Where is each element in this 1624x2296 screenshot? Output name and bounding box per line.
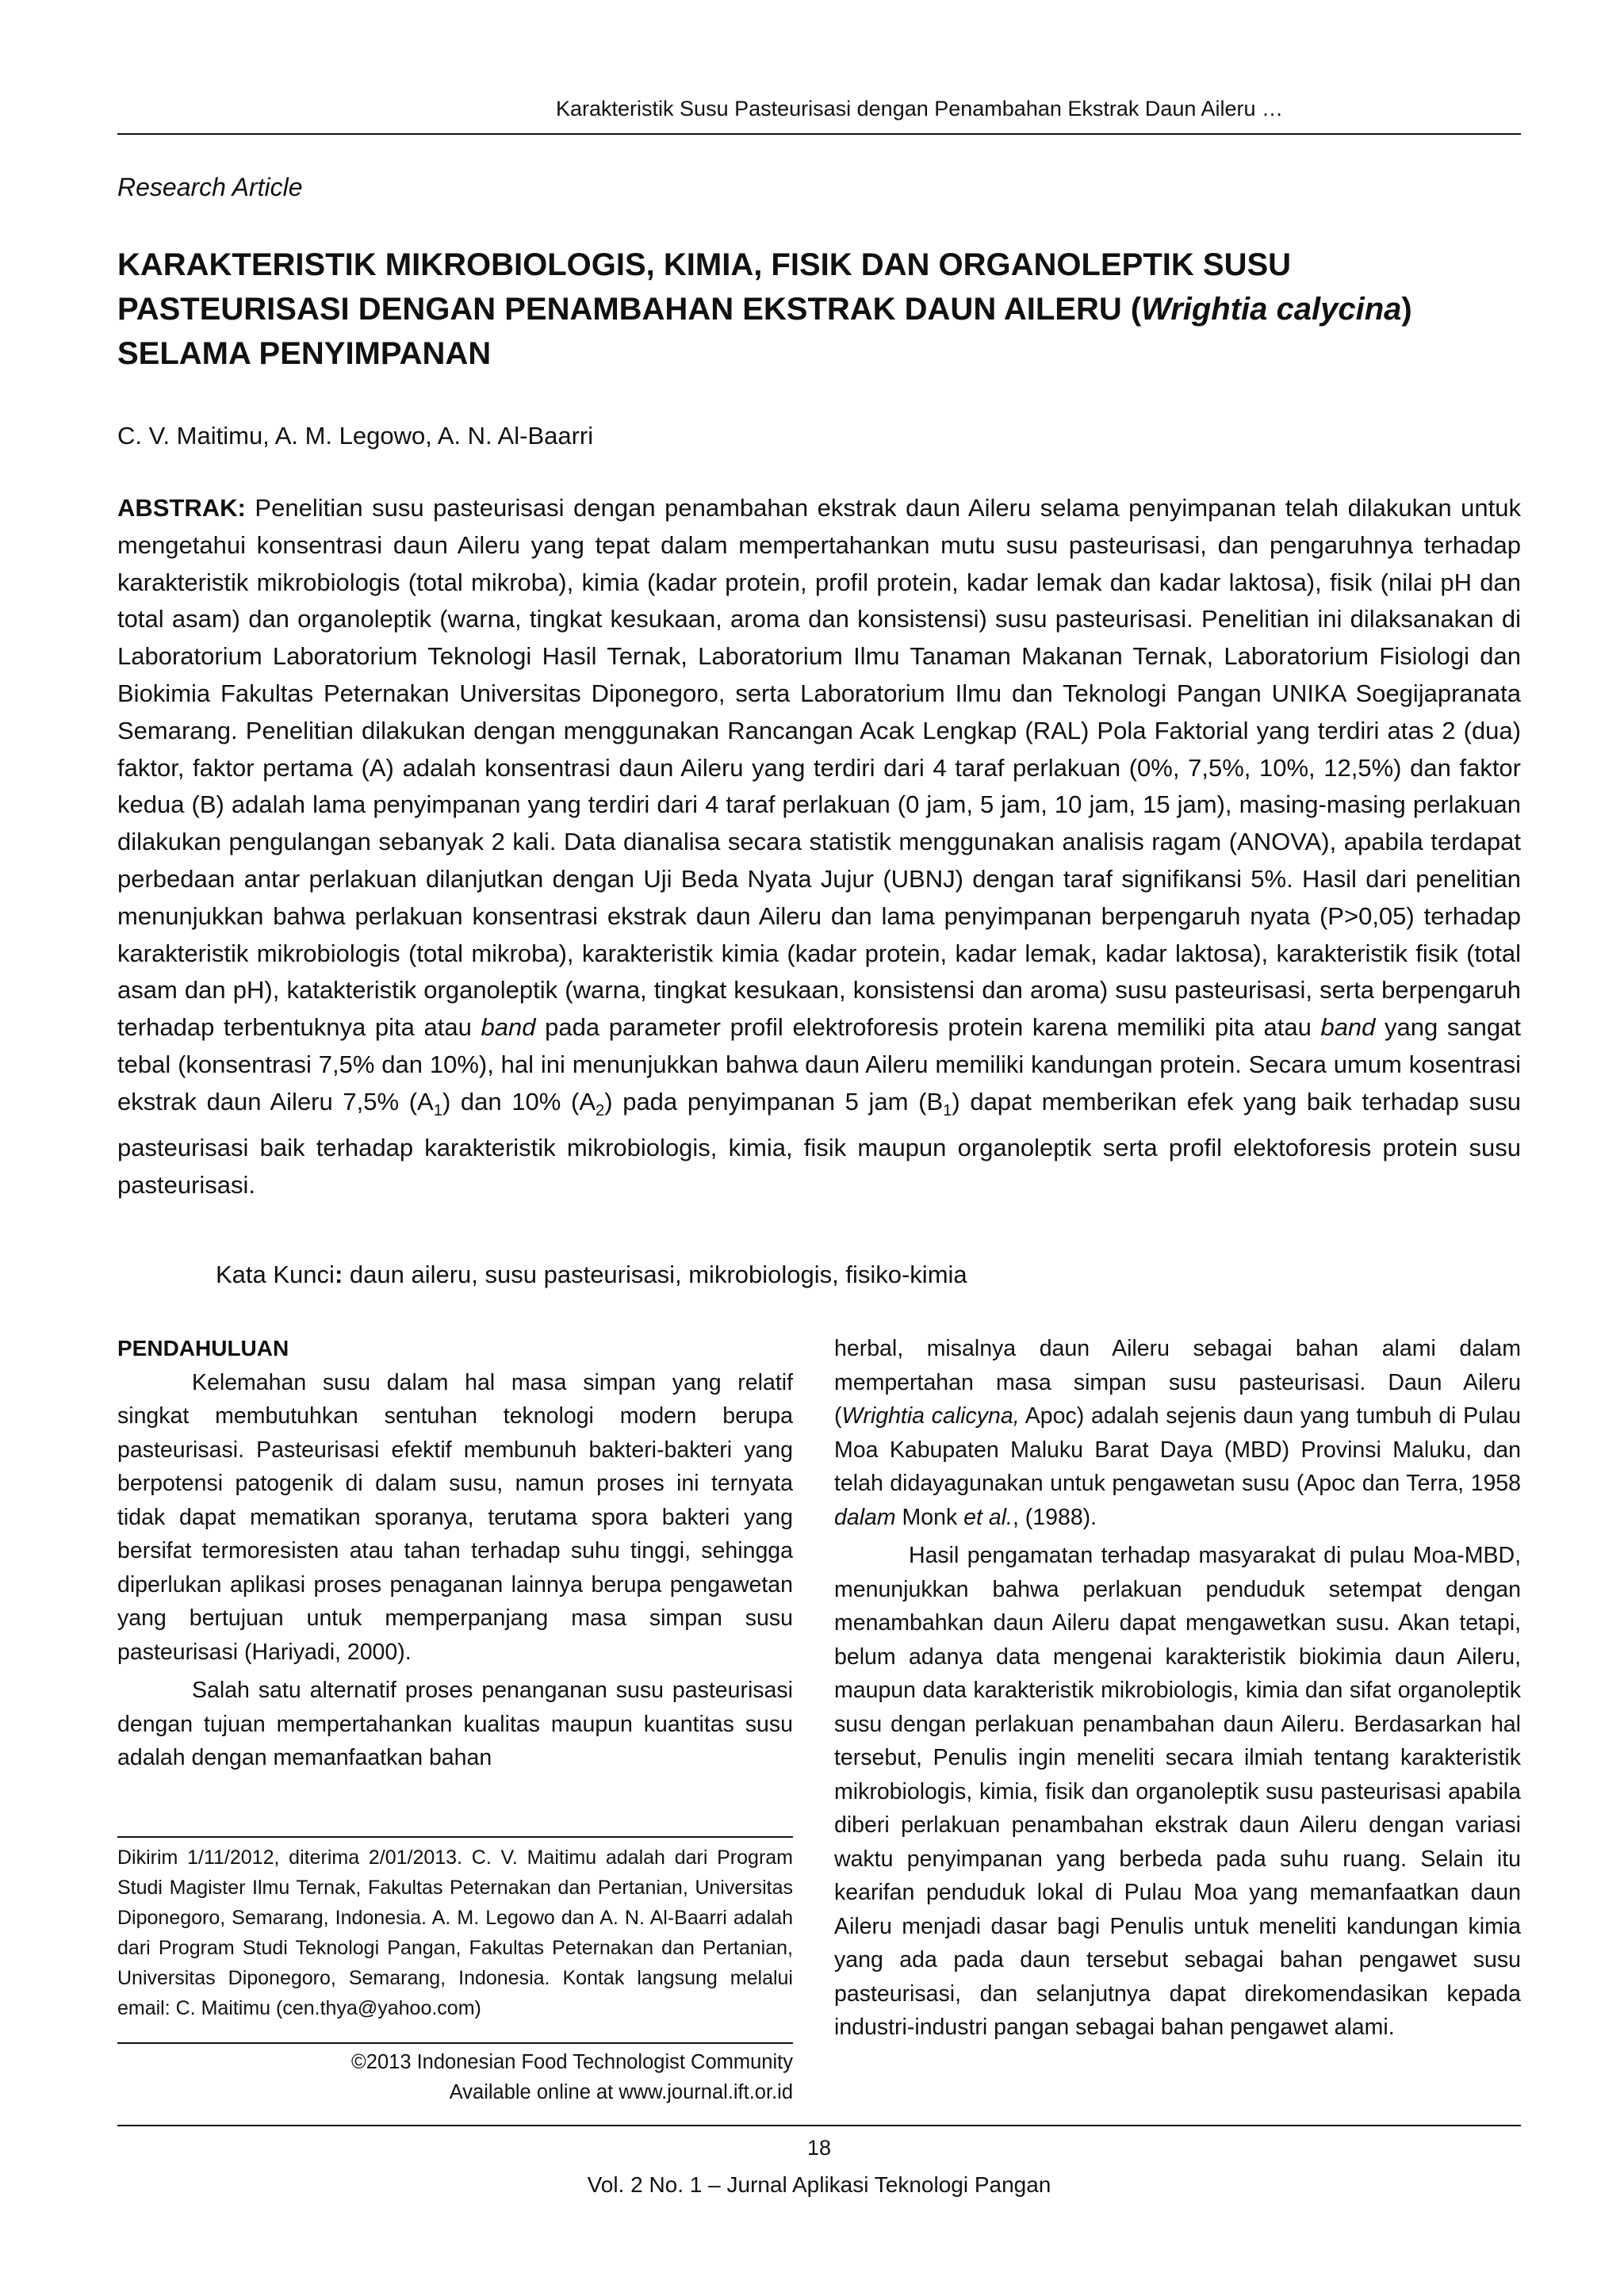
copyright-rule <box>117 2042 793 2044</box>
abstract-text-5: ) pada penyimpanan 5 jam (B <box>604 1087 944 1115</box>
abstract <box>117 490 1521 1203</box>
article-type-label: Research Article <box>117 173 303 201</box>
subscript-b1: 1 <box>943 1101 952 1119</box>
footnote: Dikirim 1/11/2012, diterima 2/01/2013. C. V. Maitimu adalah dari Program Studi Magister Ilmu Ternak, Fakultas Peternakan dan Pertanian, Universitas Diponegoro, Semarang, Indonesia. A. M. Legowo dan A. N. Al-Baarri adalah dari Program Studi Teknologi Pangan, Fakultas Peternakan dan Pertanian, Universitas Diponegoro, Semarang, Indonesia. Kontak langsung melalui email: C. Maitimu (cen.thya@yahoo.com) <box>117 1846 793 2019</box>
left-column <box>117 1332 793 1775</box>
copyright-text: ©2013 Indonesian Food Technologist Community <box>351 2051 793 2073</box>
article-title <box>117 243 1521 376</box>
right-para1-b: Apoc) adalah sejenis daun yang tumbuh di Pulau Moa Kabupaten Maluku Barat Daya (MBD) Provinsi Maluku, dan telah didayagunakan untuk pengawetan susu (Apoc dan Terra, 1958 <box>834 1403 1521 1496</box>
subscript-a1: 1 <box>433 1101 442 1119</box>
subscript-a2: 2 <box>596 1101 605 1119</box>
section-heading: PENDAHULUAN <box>117 1336 289 1360</box>
abstract-text-2: pada parameter profil elektroforesis protein karena memiliki pita atau <box>535 1013 1321 1042</box>
right-paragraph-1 <box>834 1332 1521 1534</box>
abstract-text-6: ) dapat memberikan efek yang baik terhadap susu pasteurisasi baik terhadap karakteristik mikrobiologis, kimia, fisik maupun organoleptik serta profil elektoforesis protein susu pasteurisasi. <box>117 1087 1521 1199</box>
keywords <box>216 1261 967 1289</box>
header-rule <box>117 133 1521 135</box>
available-online-text: Available online at www.journal.ift.or.id <box>449 2081 793 2103</box>
right-paragraph-2: Hasil pengamatan terhadap masyarakat di pulau Moa-MBD, menunjukkan bahwa perlakuan penduduk setempat dengan menambahkan daun Aileru dapat mengawetkan susu. Akan tetapi, belum adanya data mengenai karakteristik biokimia daun Aileru, maupun data karakteristik mikrobiologis, kimia dan sifat organoleptik susu dengan perlakuan penambahan daun Aileru. Berdasarkan hal tersebut, Penulis ingin meneliti secara ilmiah tentang karakteristik mikrobiologis, kimia, fisik dan organoleptik susu pasteurisasi apabila diberi perlakuan penambahan ekstrak daun Aileru dengan variasi waktu penyimpanan yang berbeda pada suhu ruang. Selain itu kearifan penduduk lokal di Pulau Moa yang memanfaatkan daun Aileru menjadi dasar bagi Penulis untuk meneliti kandungan kimia yang ada pada daun tersebut sebagai bahan pengawet susu pasteurisasi, dan selanjutnya dapat direkomendasikan kepada industri-industri pangan sebagai bahan pengawet alami. <box>834 1543 1521 2040</box>
abstract-text-4: ) dan 10% (A <box>442 1087 596 1115</box>
right-para1-species: Wrightia calicyna, <box>841 1403 1020 1429</box>
footer-rule <box>117 2125 1521 2126</box>
right-column <box>834 1332 1521 2045</box>
abstract-label: ABSTRAK: <box>117 494 246 522</box>
page-number: 18 <box>806 2136 832 2160</box>
footnote-rule <box>117 1836 793 1838</box>
right-para1-etal: et al. <box>963 1504 1013 1530</box>
title-part-1: KARAKTERISTIK MIKROBIOLOGIS, KIMIA, FISIK DAN ORGANOLEPTIK SUSU PASTEURISASI DENGAN PENAMBAHAN EKSTRAK DAUN AILERU ( <box>117 247 1292 327</box>
abstract-band-2: band <box>1320 1013 1376 1042</box>
right-para1-a: herbal, misalnya daun Aileru sebagai bahan alami dalam mempertahan masa simpan susu pasteurisasi. Daun Aileru ( <box>834 1336 1521 1429</box>
abstract-text-3: yang sangat tebal (konsentrasi 7,5% dan 10%), hal ini menunjukkan bahwa daun Aileru memiliki kandungan protein. Secara umum kosentrasi ekstrak daun Aileru 7,5% (A <box>117 1013 1521 1115</box>
copyright-block <box>117 2047 793 2107</box>
authors: C. V. Maitimu, A. M. Legowo, A. N. Al-Baarri <box>117 422 594 450</box>
right-para1-d: , (1988). <box>1012 1504 1097 1530</box>
right-para1-dalam: dalam <box>834 1504 896 1530</box>
title-part-2: ) SELAMA PENYIMPANAN <box>117 292 1412 371</box>
keywords-label: Kata Kunci <box>216 1261 335 1288</box>
abstract-text-1: Penelitian susu pasteurisasi dengan penambahan ekstrak daun Aileru selama penyimpanan telah dilakukan untuk mengetahui konsentrasi daun Aileru yang tepat dalam mempertahankan mutu susu pasteurisasi, dan pengaruhnya terhadap karakteristik mikrobiologis (total mikroba), kimia (kadar protein, profil protein, kadar lemak dan kadar laktosa), fisik (nilai pH dan total asam) dan organoleptik (warna, tingkat kesukaan, aroma dan konsistensi) susu pasteurisasi. Penelitian ini dilaksanakan di Laboratorium Laboratorium Teknologi Hasil Ternak, Laboratorium Ilmu Tanaman Makanan Ternak, Laboratorium Fisiologi dan Biokimia Fakultas Peternakan Universitas Diponegoro, serta Laboratorium Ilmu dan Teknologi Pangan UNIKA Soegijapranata Semarang. Penelitian dilakukan dengan menggunakan Rancangan Acak Lengkap (RAL) Pola Faktorial yang terdiri atas 2 (dua) faktor, faktor pertama (A) adalah konsentrasi daun Aileru yang terdiri dari 4 taraf perlakuan (0%, 7,5%, 10%, 12,5%) dan faktor kedua (B) adalah lama penyimpanan yang terdiri dari 4 taraf perlakuan (0 jam, 5 jam, 10 jam, 15 jam), masing-masing perlakuan dilakukan pengulangan sebanyak 2 kali. Data dianalisa secara statistik menggunakan analisis ragam (ANOVA), apabila terdapat perbedaan antar perlakuan dilanjutkan dengan Uji Beda Nyata Jujur (UBNJ) dengan taraf signifikansi 5%. Hasil dari penelitian menunjukkan bahwa perlakuan konsentrasi ekstrak daun Aileru dan lama penyimpanan berpengaruh nyata (P>0,05) terhadap karakteristik mikrobiologis (total mikroba), karakteristik kimia (kadar protein, kadar lemak, kadar laktosa), karakteristik fisik (total asam dan pH), katakteristik organoleptik (warna, tingkat kesukaan, konsistensi dan aroma) susu pasteurisasi, serta berpengaruh terhadap terbentuknya pita atau <box>117 494 1521 1042</box>
title-species: Wrightia calycina <box>1141 292 1402 327</box>
right-para1-c: Monk <box>895 1504 964 1530</box>
intro-paragraph-1: Kelemahan susu dalam hal masa simpan yang relatif singkat membutuhkan sentuhan teknologi modern berupa pasteurisasi. Pasteurisasi efektif membunuh bakteri-bakteri yang berpotensi patogenik di dalam susu, namun proses ini ternyata tidak dapat mematikan sporanya, terutama spora bakteri yang bersifat termoresisten atau tahan terhadap suhu tinggi, sehingga diperlukan aplikasi proses penaganan lainnya berupa pengawetan yang bertujuan untuk memperpanjang masa simpan susu pasteurisasi (Hariyadi, 2000). <box>117 1369 793 1665</box>
abstract-band-1: band <box>481 1013 536 1042</box>
running-header: Karakteristik Susu Pasteurisasi dengan Penambahan Ekstrak Daun Aileru … <box>556 97 1283 121</box>
intro-paragraph-2: Salah satu alternatif proses penanganan susu pasteurisasi dengan tujuan mempertahankan kualitas maupun kuantitas susu adalah dengan memanfaatkan bahan <box>117 1678 793 1770</box>
keywords-list: daun aileru, susu pasteurisasi, mikrobiologis, fisiko-kimia <box>343 1261 967 1288</box>
journal-footer: Vol. 2 No. 1 – Jurnal Aplikasi Teknologi Pangan <box>587 2172 1051 2197</box>
keywords-colon: : <box>334 1261 343 1288</box>
